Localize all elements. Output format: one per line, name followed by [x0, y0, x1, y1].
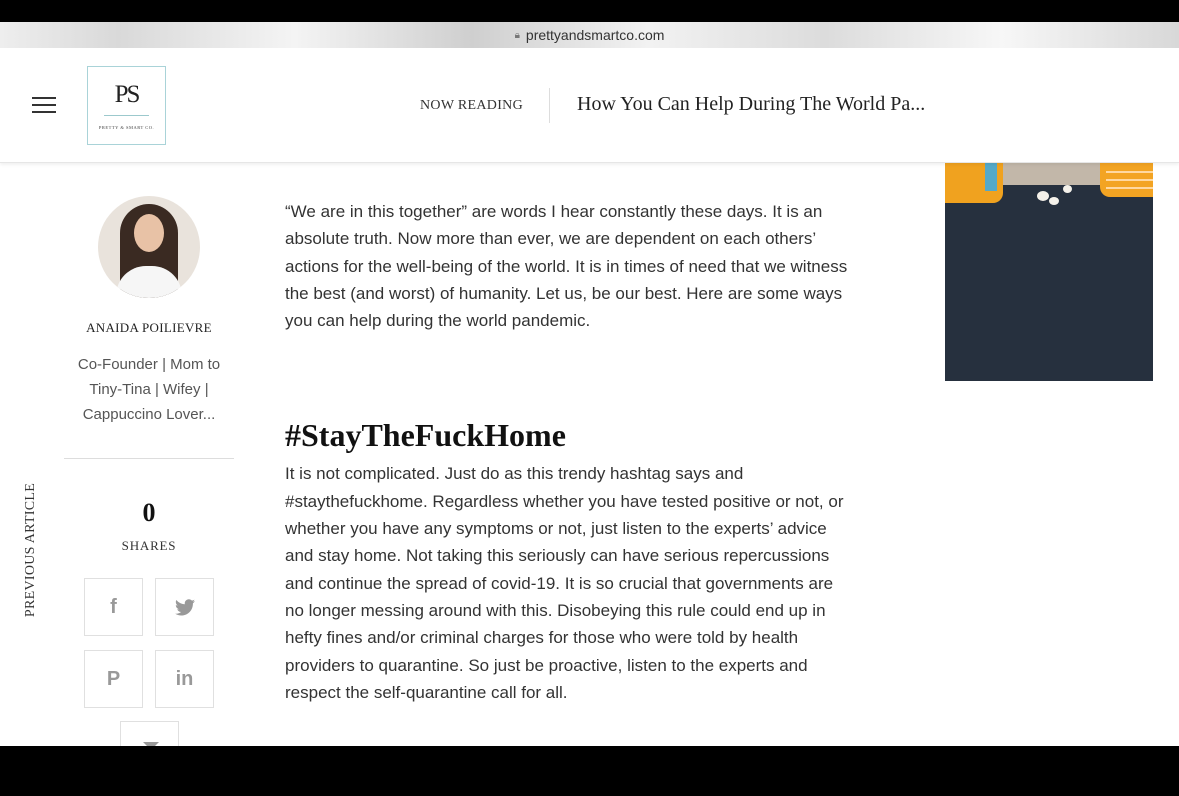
logo-subtitle: PRETTY & SMART CO.: [98, 125, 155, 130]
now-reading-label: NOW READING: [420, 98, 523, 113]
site-logo[interactable]: [87, 66, 166, 145]
menu-icon[interactable]: [32, 97, 56, 113]
sidebar-divider: [64, 458, 234, 459]
status-bar: [0, 0, 1179, 22]
pinterest-icon: P: [106, 667, 121, 690]
section-heading: #StayTheFuckHome: [285, 417, 566, 454]
share-count: 0: [142, 498, 156, 527]
sidebar-ad[interactable]: [945, 163, 1153, 381]
email-share-button[interactable]: [120, 721, 179, 746]
twitter-icon: [175, 599, 195, 616]
author-bio: Co-Founder | Mom to Tiny-Tina | Wifey | Cappuccino Lover...: [77, 356, 221, 423]
share-label: SHARES: [121, 538, 177, 553]
web-page: [0, 48, 1179, 746]
address-bar[interactable]: [0, 22, 1179, 48]
pinterest-share-button[interactable]: [84, 650, 143, 708]
author-avatar[interactable]: [98, 196, 200, 298]
linkedin-share-button[interactable]: [155, 650, 214, 708]
facebook-icon: f: [110, 595, 117, 618]
now-reading-title[interactable]: How You Can Help During The World Pa...: [577, 93, 926, 115]
article-content: [285, 198, 855, 706]
site-header: [0, 48, 1179, 163]
section-body: It is not complicated. Just do as this trendy hashtag says and #staythefuckhome. Regardless whether you have tested positive or not, or whether you have any symptoms or not, just listen to the experts’ advice and stay home. Not taking this seriously can have serious repercussions and continue the spread of covid-19. It is so crucial that governments are no longer messing around with this. Disobeying this rule could end up in hefty fines and/or criminal charges for those who were told by health providers to quarantine. So just be proactive, listen to the experts and respect the self-quarantine call for all.: [285, 464, 844, 702]
facebook-share-button[interactable]: [84, 578, 143, 636]
logo-rule: [104, 115, 149, 116]
author-name[interactable]: ANAIDA POILIEVRE: [86, 320, 212, 335]
twitter-share-button[interactable]: [155, 578, 214, 636]
lock-icon: 🔒︎: [514, 29, 520, 41]
logo-monogram: PS: [114, 81, 139, 108]
previous-article-label[interactable]: PREVIOUS ARTICLE: [23, 482, 38, 618]
bottom-bar: [0, 746, 1179, 796]
linkedin-icon: in: [175, 667, 194, 690]
header-divider: [549, 88, 550, 123]
previous-article-link[interactable]: [22, 480, 40, 620]
url-text[interactable]: prettyandsmartco.com: [525, 27, 665, 43]
article-intro: “We are in this together” are words I hear constantly these days. It is an absolute truth. Now more than ever, we are dependent on each others’ actions for the well-being of the world. It is in times of need that we witness the best (and worst) of humanity. Let us, be our best. Here are some ways you can help during the world pandemic.: [285, 202, 848, 331]
